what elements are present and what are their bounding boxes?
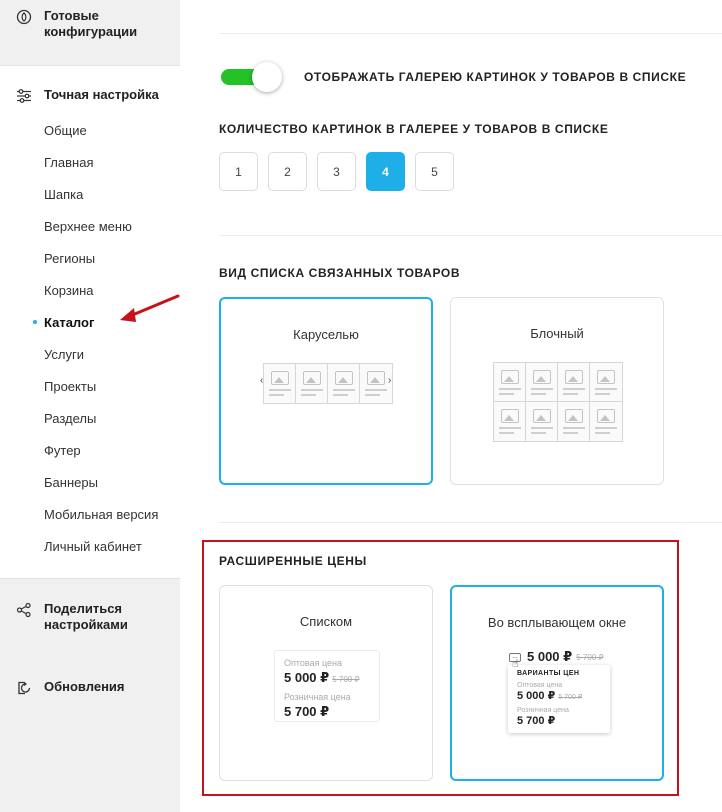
fine-tuning-header[interactable] (0, 66, 180, 104)
ready-configs-section[interactable] (0, 0, 180, 66)
popup-old-price: 5 700 ₽ (576, 652, 604, 662)
gallery-count-title: КОЛИЧЕСТВО КАРТИНОК В ГАЛЕРЕЕ У ТОВАРОВ В СПИСКЕ (219, 122, 609, 136)
old-price: 5 700 ₽ (332, 675, 360, 684)
palette-icon (16, 9, 32, 25)
image-placeholder-icon (264, 364, 296, 403)
share-settings-label: Поделиться настройками (44, 601, 128, 632)
price-variants-popup (508, 665, 610, 733)
sidebar-item-regions[interactable]: Регионы (44, 250, 96, 266)
count-option-1[interactable]: 1 (219, 152, 258, 191)
image-placeholder-icon (494, 402, 526, 441)
carousel-option-card[interactable] (219, 297, 433, 485)
retail-label: Розничная цена (284, 692, 351, 702)
count-option-3[interactable]: 3 (317, 152, 356, 191)
sidebar-item-projects[interactable]: Проекты (44, 378, 97, 394)
popup-wholesale-old: 5 700 ₽ (558, 694, 583, 701)
popup-option-label: Во всплывающем окне (487, 615, 627, 630)
sliders-icon (16, 88, 32, 104)
chevron-right-icon: › (388, 375, 392, 386)
wholesale-price (284, 669, 379, 688)
carousel-option-label: Каруселью (293, 327, 359, 342)
divider (219, 235, 722, 236)
sidebar-menu (0, 114, 180, 562)
popup-prices-option-card[interactable] (450, 585, 664, 781)
image-placeholder-icon (328, 364, 360, 403)
updates-label: Обновления (44, 679, 125, 694)
gallery-count-options (219, 152, 464, 191)
sidebar-bottom (0, 578, 180, 812)
count-option-4[interactable]: 4 (366, 152, 405, 191)
extended-prices-title: РАСШИРЕННЫЕ ЦЕНЫ (219, 554, 367, 568)
retail-price: 5 700 ₽ (284, 704, 330, 719)
sidebar-item-main[interactable]: Главная (44, 154, 94, 170)
popup-wholesale-price (517, 690, 610, 704)
updates-button[interactable] (0, 679, 125, 696)
image-placeholder-icon (296, 364, 328, 403)
ready-configs-label: Готовые конфигурации (44, 8, 138, 39)
wholesale-price-value: 5 000 ₽ (284, 670, 330, 685)
image-placeholder-icon (590, 363, 622, 402)
popup-retail-price: 5 700 ₽ (517, 715, 556, 727)
count-option-5[interactable]: 5 (415, 152, 454, 191)
chevron-left-icon: ‹ (260, 375, 264, 386)
sidebar-item-banners[interactable]: Баннеры (44, 474, 98, 490)
divider (219, 522, 722, 523)
block-option-card[interactable] (450, 297, 664, 485)
sidebar-item-general[interactable]: Общие (44, 122, 87, 138)
list-option-label: Списком (299, 614, 353, 629)
share-settings-button[interactable] (0, 601, 180, 633)
sidebar-item-catalog[interactable]: Каталог (0, 306, 180, 338)
update-icon (16, 680, 32, 696)
main-content (181, 0, 722, 812)
image-placeholder-icon (494, 363, 526, 402)
popup-price-preview (509, 649, 604, 665)
list-prices-option-card[interactable] (219, 585, 433, 781)
count-option-2[interactable]: 2 (268, 152, 307, 191)
price-list-preview (274, 650, 380, 722)
sidebar-item-footer[interactable]: Футер (44, 442, 81, 458)
block-preview (493, 362, 623, 442)
block-option-label: Блочный (530, 326, 584, 341)
wholesale-label: Оптовая цена (284, 658, 342, 668)
share-icon (16, 602, 32, 618)
sidebar (0, 0, 180, 812)
divider (219, 33, 722, 34)
more-dots-icon: ... (509, 653, 521, 662)
sidebar-item-account[interactable]: Личный кабинет (44, 538, 142, 554)
toggle-knob (252, 62, 282, 92)
image-placeholder-icon (558, 402, 590, 441)
annotation-arrow-icon (112, 292, 184, 326)
popup-wholesale-value: 5 000 ₽ (517, 690, 556, 702)
popup-price: 5 000 ₽ (527, 649, 573, 664)
image-placeholder-icon (558, 363, 590, 402)
fine-tuning-label: Точная настройка (44, 87, 159, 102)
sidebar-item-top-menu[interactable]: Верхнее меню (44, 218, 132, 234)
sidebar-item-cart[interactable]: Корзина (44, 282, 94, 298)
image-placeholder-icon (526, 402, 558, 441)
image-placeholder-icon (526, 363, 558, 402)
sidebar-item-header[interactable]: Шапка (44, 186, 84, 202)
gallery-toggle[interactable] (219, 62, 283, 90)
sidebar-item-sections[interactable]: Разделы (44, 410, 97, 426)
popup-wholesale-label: Оптовая цена (517, 682, 563, 689)
sidebar-item-mobile[interactable]: Мобильная версия (44, 506, 159, 522)
gallery-toggle-label: ОТОБРАЖАТЬ ГАЛЕРЕЮ КАРТИНОК У ТОВАРОВ В СПИСКЕ (304, 70, 687, 84)
popup-retail-label: Розничная цена (517, 707, 569, 714)
related-view-title: ВИД СПИСКА СВЯЗАННЫХ ТОВАРОВ (219, 266, 461, 280)
sidebar-item-services[interactable]: Услуги (44, 346, 84, 362)
carousel-preview (263, 363, 393, 404)
popup-title: ВАРИАНТЫ ЦЕН (517, 670, 580, 677)
image-placeholder-icon (590, 402, 622, 441)
hand-cursor-icon: ☝ (512, 658, 519, 670)
